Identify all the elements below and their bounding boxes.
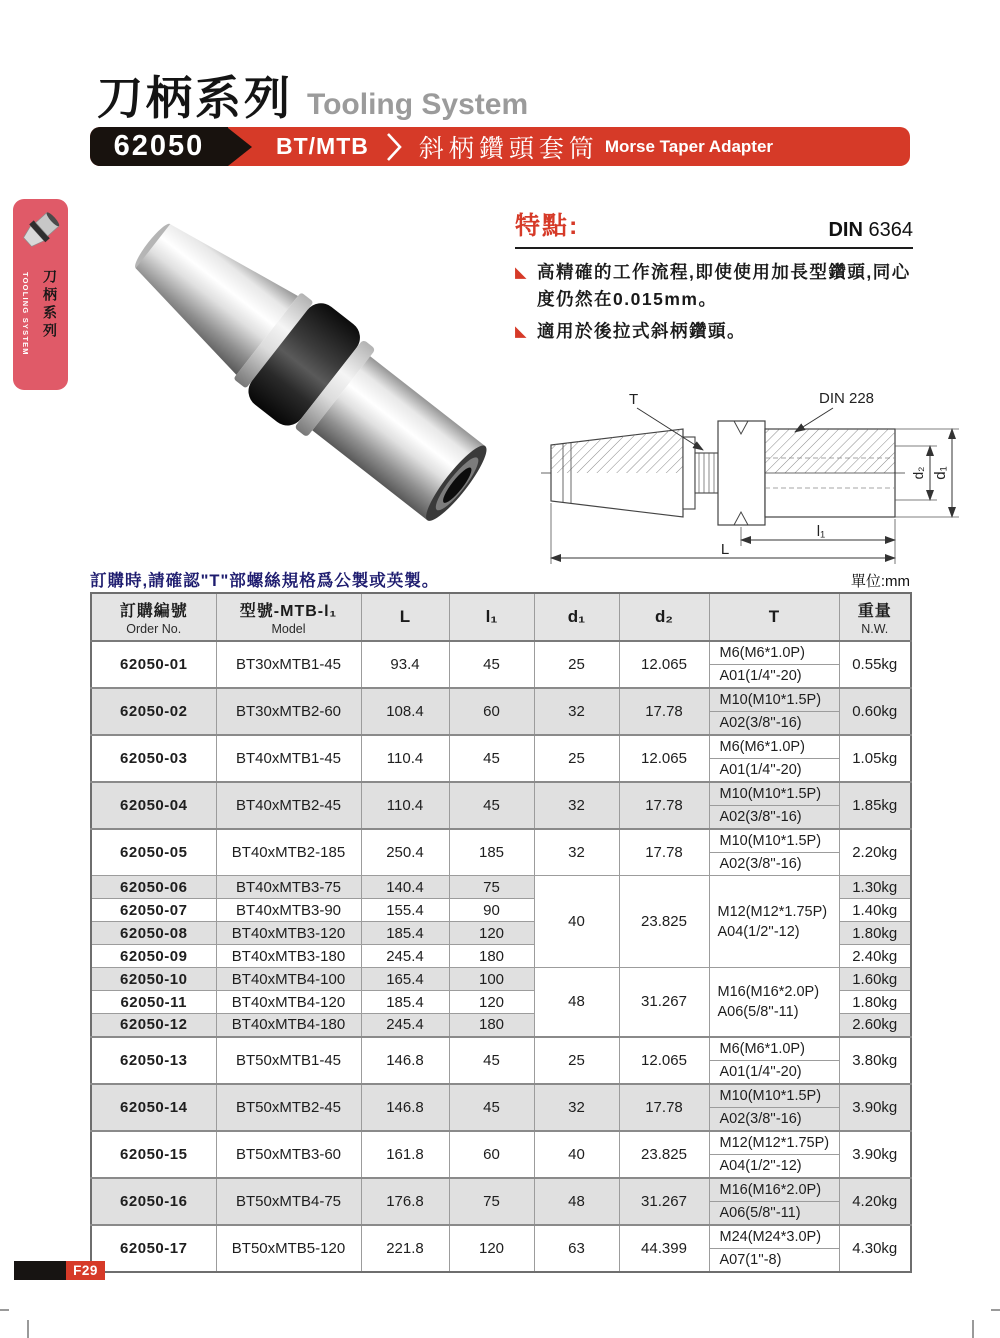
l1-cell: 120 (449, 1225, 534, 1272)
drawing-label-d1: d₁ (932, 466, 949, 480)
t-cell (709, 641, 839, 688)
unit-note: 單位:mm (850, 573, 910, 590)
t-cell (709, 1178, 839, 1225)
feature-item (515, 259, 913, 313)
t-metric: M6(M6*1.0P) (710, 1038, 839, 1061)
sidebar-tab-label-en: TOOLING SYSTEM (21, 272, 30, 356)
order-cell: 62050-09 (91, 945, 216, 968)
l1-cell: 75 (449, 876, 534, 899)
t-inch: A04(1/2''-12) (719, 1157, 802, 1174)
sidebar-tab (13, 199, 68, 390)
d1-cell: 40 (534, 1131, 619, 1178)
t-cell (709, 829, 839, 876)
d2-cell: 31.267 (619, 968, 709, 1037)
nw-cell: 2.20kg (839, 829, 911, 876)
nw-cell: 1.40kg (839, 899, 911, 922)
model-cell: BT40xMTB4-100 (216, 968, 361, 991)
d1-cell: 25 (534, 1037, 619, 1084)
t-inch: A06(5/8''-11) (719, 1204, 801, 1221)
t-inch: A01(1/4''-20) (719, 1063, 802, 1080)
features-section (515, 206, 913, 350)
t-cell (709, 688, 839, 735)
d1-cell: 25 (534, 641, 619, 688)
product-name-en: Morse Taper Adapter (604, 136, 774, 156)
t-cell (709, 1084, 839, 1131)
order-cell: 62050-11 (91, 991, 216, 1014)
t-cell (709, 968, 839, 1037)
page-tab-black-bar (14, 1261, 66, 1280)
spec-row (91, 1131, 911, 1178)
model-cell: BT50xMTB4-75 (216, 1178, 361, 1225)
l1-cell: 45 (449, 782, 534, 829)
drawing-label-d2: d₂ (911, 466, 926, 480)
L-cell: 221.8 (361, 1225, 449, 1272)
spec-row (91, 968, 911, 991)
page-title-en: Tooling System (307, 88, 529, 121)
nw-cell: 0.55kg (839, 641, 911, 688)
l1-cell: 100 (449, 968, 534, 991)
product-banner (90, 127, 910, 166)
l1-cell: 180 (449, 1014, 534, 1037)
spec-row (91, 1084, 911, 1131)
header-l1: l₁ (449, 593, 534, 641)
chevron-right-icon (385, 131, 405, 163)
t-cell (709, 782, 839, 829)
d1-cell: 40 (534, 876, 619, 968)
bullet-triangle-icon: ◣ (515, 264, 529, 281)
spec-row (91, 735, 911, 782)
d1-cell: 63 (534, 1225, 619, 1272)
d1-cell: 32 (534, 688, 619, 735)
model-cell: BT50xMTB5-120 (216, 1225, 361, 1272)
order-cell: 62050-07 (91, 899, 216, 922)
L-cell: 176.8 (361, 1178, 449, 1225)
d2-cell: 23.825 (619, 876, 709, 968)
nw-cell: 1.80kg (839, 922, 911, 945)
t-metric: M10(M10*1.5P) (710, 830, 839, 853)
header-d2: d₂ (619, 593, 709, 641)
spec-row (91, 1037, 911, 1084)
header-nw: 重量 N.W. (839, 593, 911, 641)
l1-cell: 45 (449, 1084, 534, 1131)
d2-cell: 23.825 (619, 1131, 709, 1178)
drawing-label-t: T (629, 391, 639, 408)
page-number-tab (14, 1261, 105, 1280)
spec-row (91, 829, 911, 876)
t-metric: M6(M6*1.0P) (710, 736, 839, 759)
crop-mark (27, 1320, 29, 1338)
model-cell: BT40xMTB2-185 (216, 829, 361, 876)
header-d1: d₁ (534, 593, 619, 641)
features-divider (515, 247, 913, 249)
d1-cell: 25 (534, 735, 619, 782)
header-order: 訂購編號 Order No. (91, 593, 216, 641)
nw-cell: 3.90kg (839, 1084, 911, 1131)
d1-cell: 32 (534, 1084, 619, 1131)
d2-cell: 12.065 (619, 735, 709, 782)
drawing-label-din: DIN 228 (819, 390, 875, 407)
features-header (515, 206, 913, 242)
nw-cell: 3.80kg (839, 1037, 911, 1084)
t-metric: M12(M12*1.75P) (710, 1132, 839, 1155)
l1-cell: 75 (449, 1178, 534, 1225)
d2-cell: 31.267 (619, 1178, 709, 1225)
header-model: 型號-MTB-l₁ Model (216, 593, 361, 641)
order-cell: 62050-14 (91, 1084, 216, 1131)
t-inch: A01(1/4''-20) (719, 668, 802, 684)
series-label: BT/MTB (276, 133, 369, 159)
crop-mark (972, 1320, 974, 1338)
order-cell: 62050-03 (91, 735, 216, 782)
order-cell: 62050-01 (91, 641, 216, 688)
order-cell: 62050-10 (91, 968, 216, 991)
L-cell: 185.4 (361, 991, 449, 1014)
nw-cell: 2.40kg (839, 945, 911, 968)
L-cell: 110.4 (361, 782, 449, 829)
model-cell: BT50xMTB1-45 (216, 1037, 361, 1084)
t-cell (709, 876, 839, 968)
spec-row (91, 641, 911, 688)
feature-text: 高精確的工作流程,即使使用加長型鑽頭,同心度仍然在0.015mm。 (537, 262, 911, 310)
l1-cell: 180 (449, 945, 534, 968)
order-cell: 62050-16 (91, 1178, 216, 1225)
L-cell: 146.8 (361, 1084, 449, 1131)
t-metric: M16(M16*2.0P) (717, 983, 820, 1000)
t-inch: A02(3/8''-16) (719, 1110, 802, 1127)
l1-cell: 45 (449, 735, 534, 782)
nw-cell: 1.80kg (839, 991, 911, 1014)
L-cell: 155.4 (361, 899, 449, 922)
L-cell: 185.4 (361, 922, 449, 945)
product-photo (100, 175, 500, 565)
technical-drawing (533, 388, 963, 568)
nw-cell: 1.85kg (839, 782, 911, 829)
model-cell: BT30xMTB1-45 (216, 641, 361, 688)
order-cell: 62050-15 (91, 1131, 216, 1178)
nw-cell: 1.60kg (839, 968, 911, 991)
drawing-label-L: L (720, 541, 730, 558)
L-cell: 140.4 (361, 876, 449, 899)
t-cell (709, 735, 839, 782)
page-title-cjk: 刀柄系列 (97, 72, 293, 124)
t-inch: A06(5/8''-11) (717, 1003, 799, 1020)
d1-cell: 32 (534, 782, 619, 829)
t-metric: M10(M10*1.5P) (710, 689, 839, 712)
order-cell: 62050-17 (91, 1225, 216, 1272)
model-cell: BT40xMTB2-45 (216, 782, 361, 829)
l1-cell: 185 (449, 829, 534, 876)
product-code-badge (90, 127, 228, 166)
nw-cell: 1.05kg (839, 735, 911, 782)
model-cell: BT40xMTB3-120 (216, 922, 361, 945)
order-cell: 62050-05 (91, 829, 216, 876)
drawing-label-l1: l₁ (816, 523, 826, 540)
d2-cell: 12.065 (619, 641, 709, 688)
page-number: F29 (66, 1261, 105, 1280)
l1-cell: 45 (449, 641, 534, 688)
t-inch: A02(3/8''-16) (719, 809, 802, 825)
features-heading: 特點: (515, 212, 580, 240)
t-metric: M24(M24*3.0P) (710, 1226, 839, 1249)
spec-row (91, 876, 911, 899)
tool-holder-icon (20, 204, 62, 260)
spec-row (91, 782, 911, 829)
t-metric: M6(M6*1.0P) (710, 642, 839, 665)
t-cell (709, 1225, 839, 1272)
t-inch: A07(1''-8) (719, 1251, 782, 1268)
d2-cell: 17.78 (619, 688, 709, 735)
L-cell: 245.4 (361, 945, 449, 968)
model-cell: BT40xMTB4-180 (216, 1014, 361, 1037)
nw-cell: 2.60kg (839, 1014, 911, 1037)
L-cell: 146.8 (361, 1037, 449, 1084)
model-cell: BT40xMTB4-120 (216, 991, 361, 1014)
t-metric: M16(M16*2.0P) (710, 1179, 839, 1202)
feature-item (515, 318, 913, 345)
d2-cell: 12.065 (619, 1037, 709, 1084)
nw-cell: 1.30kg (839, 876, 911, 899)
bullet-triangle-icon: ◣ (515, 323, 529, 341)
nw-cell: 3.90kg (839, 1131, 911, 1178)
feature-text: 適用於後拉式斜柄鑽頭。 (537, 321, 747, 342)
model-cell: BT50xMTB2-45 (216, 1084, 361, 1131)
sidebar-tab-label-cjk: 刀柄系列 (42, 269, 58, 341)
model-cell: BT40xMTB3-180 (216, 945, 361, 968)
t-cell (709, 1131, 839, 1178)
t-metric: M10(M10*1.5P) (710, 783, 839, 806)
d2-cell: 17.78 (619, 1084, 709, 1131)
product-name-cjk: 斜柄鑽頭套筒 (418, 134, 599, 163)
d1-cell: 48 (534, 968, 619, 1037)
t-inch: A01(1/4''-20) (719, 762, 802, 778)
spec-row (91, 1225, 911, 1272)
header-T: T (709, 593, 839, 641)
t-inch: A02(3/8''-16) (719, 856, 802, 872)
t-cell (709, 1037, 839, 1084)
L-cell: 108.4 (361, 688, 449, 735)
model-cell: BT40xMTB1-45 (216, 735, 361, 782)
order-cell: 62050-06 (91, 876, 216, 899)
L-cell: 245.4 (361, 1014, 449, 1037)
d2-cell: 44.399 (619, 1225, 709, 1272)
t-inch: A04(1/2''-12) (717, 923, 800, 940)
L-cell: 165.4 (361, 968, 449, 991)
l1-cell: 60 (449, 1131, 534, 1178)
nw-cell: 4.30kg (839, 1225, 911, 1272)
badge-arrow-shape (228, 128, 252, 166)
order-cell: 62050-12 (91, 1014, 216, 1037)
spec-table (90, 592, 912, 1273)
order-cell: 62050-08 (91, 922, 216, 945)
d2-cell: 17.78 (619, 782, 709, 829)
nw-cell: 4.20kg (839, 1178, 911, 1225)
din-standard: DIN 6364 (828, 219, 913, 241)
l1-cell: 45 (449, 1037, 534, 1084)
nw-cell: 0.60kg (839, 688, 911, 735)
t-metric: M10(M10*1.5P) (710, 1085, 839, 1108)
page-title (97, 62, 528, 128)
spec-row (91, 1178, 911, 1225)
product-code: 62050 (113, 130, 205, 162)
order-cell: 62050-04 (91, 782, 216, 829)
spec-row (91, 688, 911, 735)
crop-mark (991, 1309, 1000, 1311)
order-cell: 62050-13 (91, 1037, 216, 1084)
L-cell: 93.4 (361, 641, 449, 688)
model-cell: BT30xMTB2-60 (216, 688, 361, 735)
d1-cell: 48 (534, 1178, 619, 1225)
model-cell: BT50xMTB3-60 (216, 1131, 361, 1178)
order-cell: 62050-02 (91, 688, 216, 735)
spec-header-row (91, 593, 911, 641)
header-L: L (361, 593, 449, 641)
l1-cell: 90 (449, 899, 534, 922)
d2-cell: 17.78 (619, 829, 709, 876)
l1-cell: 60 (449, 688, 534, 735)
L-cell: 110.4 (361, 735, 449, 782)
order-note: 訂購時,請確認"T"部螺絲規格爲公製或英製。 (90, 572, 440, 590)
l1-cell: 120 (449, 991, 534, 1014)
model-cell: BT40xMTB3-75 (216, 876, 361, 899)
L-cell: 250.4 (361, 829, 449, 876)
L-cell: 161.8 (361, 1131, 449, 1178)
crop-mark (0, 1309, 9, 1311)
d1-cell: 32 (534, 829, 619, 876)
l1-cell: 120 (449, 922, 534, 945)
features-list (515, 259, 913, 345)
model-cell: BT40xMTB3-90 (216, 899, 361, 922)
t-metric: M12(M12*1.75P) (717, 903, 828, 920)
t-inch: A02(3/8''-16) (719, 715, 802, 731)
